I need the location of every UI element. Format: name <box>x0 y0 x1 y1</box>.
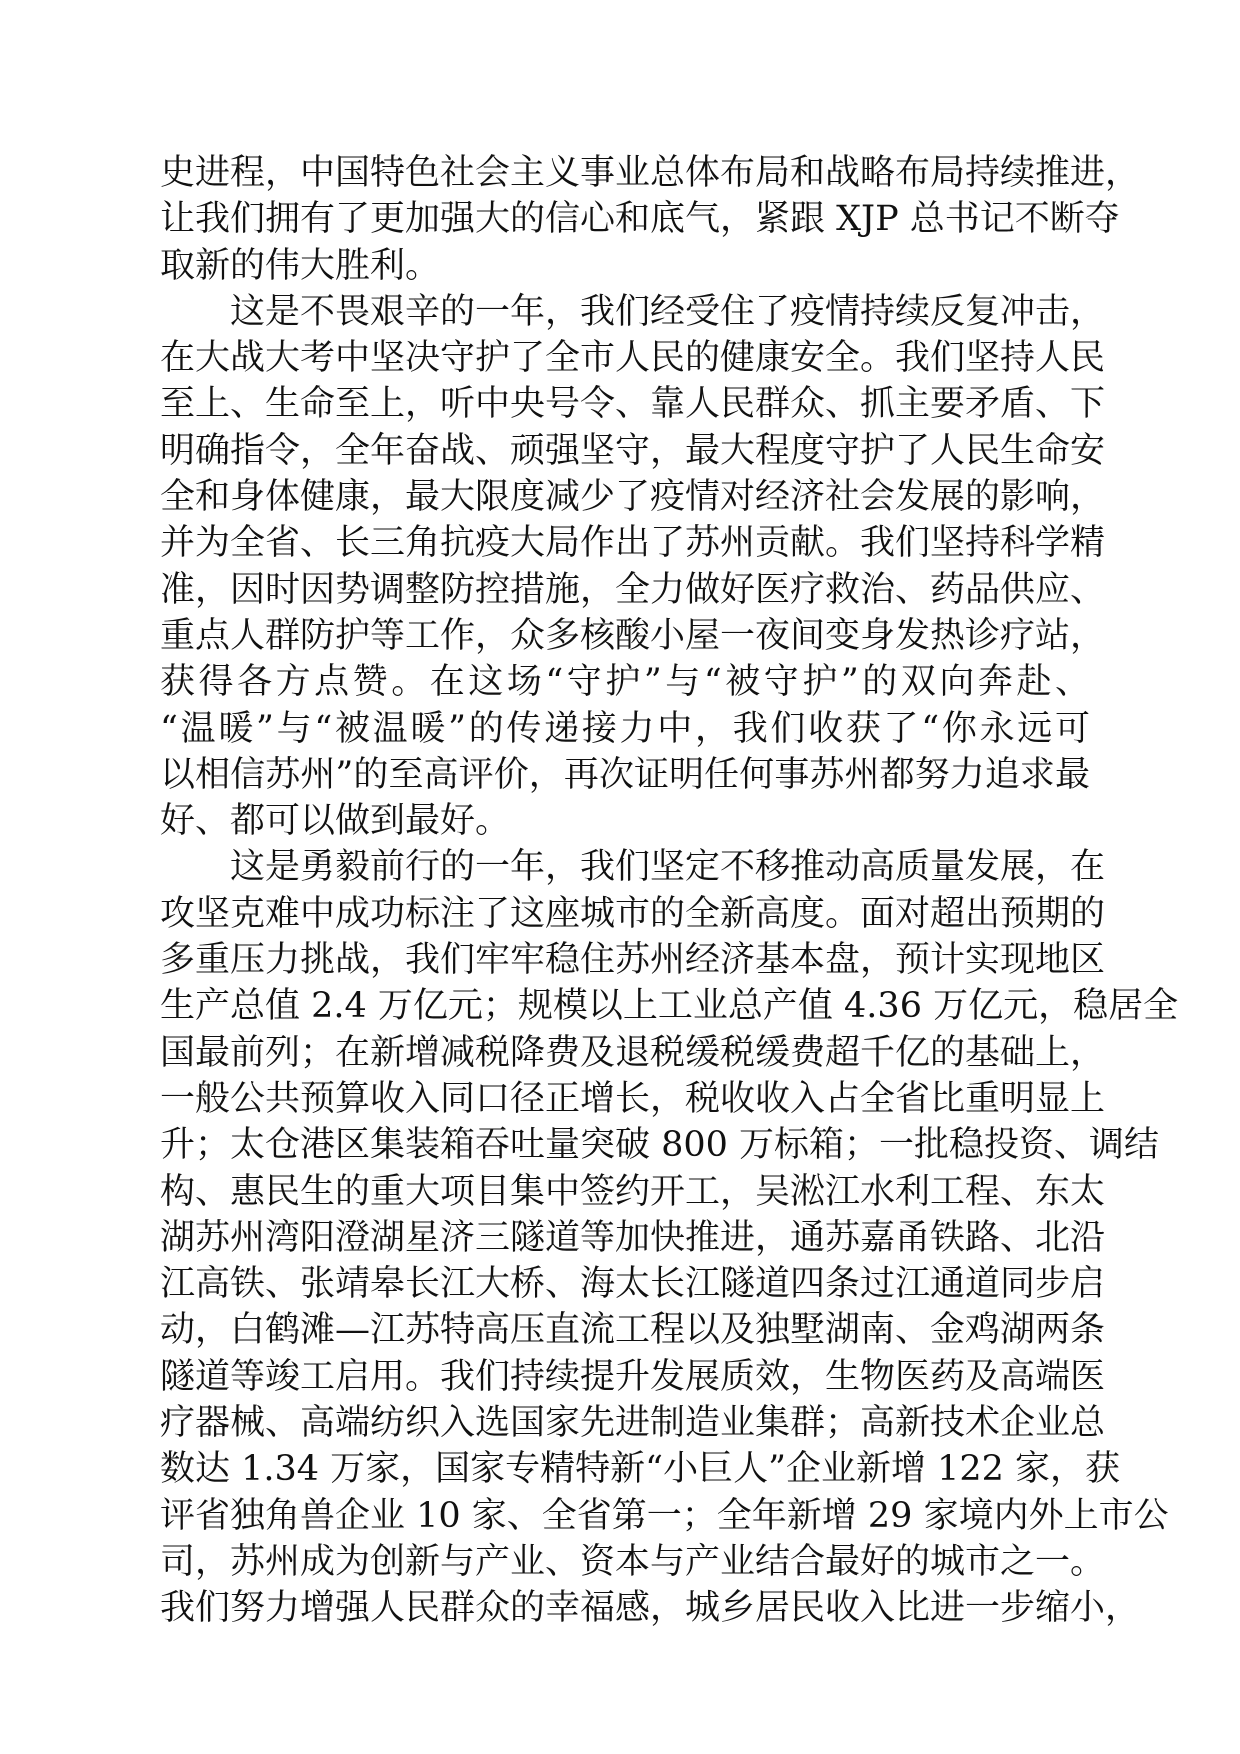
text-line: 获得各方点赞。在这场“守护”与“被守护”的双向奔赴、 <box>160 662 1090 703</box>
text-line: “温暖”与“被温暖”的传递接力中，我们收获了“你永远可 <box>160 708 1090 749</box>
text-line: 江高铁、张靖皋长江大桥、海太长江隧道四条过江通道同步启 <box>160 1264 1106 1305</box>
paragraph-3 <box>160 844 1179 1631</box>
text-line: 这是不畏艰辛的一年，我们经受住了疫情持续反复冲击， <box>230 291 1106 332</box>
text-line: 明确指令，全年奋战、顽强坚守，最大程度守护了人民生命安 <box>160 430 1106 471</box>
text-line: 我们努力增强人民群众的幸福感，城乡居民收入比进一步缩小， <box>160 1588 1141 1629</box>
text-line: 准，因时因势调整防控措施，全力做好医疗救治、药品供应、 <box>160 569 1106 610</box>
text-line: 疗器械、高端纺织入选国家先进制造业集群；高新技术企业总 <box>160 1403 1106 1444</box>
text-line: 动，白鹤滩—江苏特高压直流工程以及独墅湖南、金鸡湖两条 <box>160 1310 1106 1351</box>
text-line: 一般公共预算收入同口径正增长，税收收入占全省比重明显上 <box>160 1078 1106 1119</box>
text-line: 取新的伟大胜利。 <box>160 245 441 286</box>
text-line: 攻坚克难中成功标注了这座城市的全新高度。面对超出预期的 <box>160 893 1106 934</box>
text-line: 湖苏州湾阳澄湖星济三隧道等加快推进，通苏嘉甬铁路、北沿 <box>160 1217 1106 1258</box>
text-line: 隧道等竣工启用。我们持续提升发展质效，生物医药及高端医 <box>160 1356 1106 1397</box>
paragraph-2 <box>160 289 1106 845</box>
text-line: 好、都可以做到最好。 <box>160 801 511 842</box>
text-line: 并为全省、长三角抗疫大局作出了苏州贡献。我们坚持科学精 <box>160 523 1106 564</box>
paragraph-1 <box>160 150 1141 289</box>
text-line: 生产总值 2.4 万亿元；规模以上工业总产值 4.36 万亿元，稳居全 <box>160 986 1179 1027</box>
text-line: 数达 1.34 万家，国家专精特新“小巨人”企业新增 122 家，获 <box>160 1449 1121 1490</box>
text-line: 史进程，中国特色社会主义事业总体布局和战略布局持续推进， <box>160 153 1141 193</box>
text-line: 升；太仓港区集装箱吞吐量突破 800 万标箱；一批稳投资、调结 <box>160 1125 1160 1166</box>
text-line: 以相信苏州”的至高评价，再次证明任何事苏州都努力追求最 <box>160 754 1090 795</box>
text-line: 评省独角兽企业 10 家、全省第一；全年新增 29 家境内外上市公 <box>160 1495 1169 1536</box>
text-line: 多重压力挑战，我们牢牢稳住苏州经济基本盘，预计实现地区 <box>160 940 1106 981</box>
text-line: 至上、生命至上，听中央号令、靠人民群众、抓主要矛盾、下 <box>160 384 1106 425</box>
text-line: 这是勇毅前行的一年，我们坚定不移推动高质量发展，在 <box>230 847 1106 888</box>
text-line: 让我们拥有了更加强大的信心和底气，紧跟 XJP 总书记不断夺 <box>160 199 1120 240</box>
text-line: 在大战大考中坚决守护了全市人民的健康安全。我们坚持人民 <box>160 338 1106 379</box>
text-line: 国最前列；在新增减税降费及退税缓税缓费超千亿的基础上， <box>160 1032 1106 1073</box>
document-body <box>160 150 1179 1632</box>
text-line: 构、惠民生的重大项目集中签约开工，吴淞江水利工程、东太 <box>160 1171 1106 1212</box>
text-line: 重点人群防护等工作，众多核酸小屋一夜间变身发热诊疗站， <box>160 615 1106 656</box>
text-line: 全和身体健康，最大限度减少了疫情对经济社会发展的影响， <box>160 477 1106 518</box>
text-line: 司，苏州成为创新与产业、资本与产业结合最好的城市之一。 <box>160 1541 1106 1582</box>
